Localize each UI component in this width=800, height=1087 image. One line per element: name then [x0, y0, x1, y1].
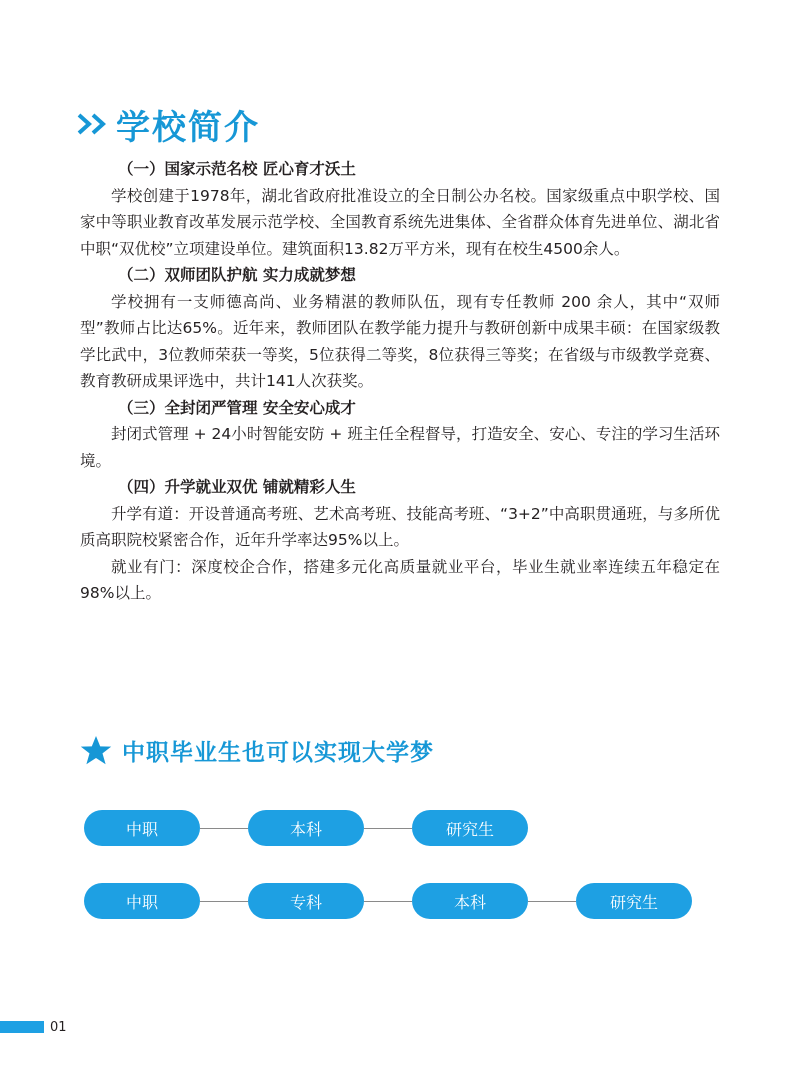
section-paragraph: 学校创建于1978年，湖北省政府批准设立的全日制公办名校。国家级重点中职学校、国家中等职业教育改革发展示范学校、全国教育系统先进集体、全省群众体育先进单位、湖北省中职“双优校”立项建设单位。建筑面积13.82万平方米，现有在校生4500余人。: [80, 186, 720, 258]
page-header: [76, 100, 260, 148]
intro-content: [80, 156, 720, 607]
pathway-step: 本科: [248, 810, 364, 846]
section-heading: （一）国家示范名校 匠心育才沃土: [118, 160, 356, 178]
pathways-header: [80, 734, 434, 767]
section-paragraph: 升学有道：开设普通高考班、艺术高考班、技能高考班、“3+2”中高职贯通班，与多所优质高职院校紧密合作，近年升学率达95%以上。: [80, 504, 720, 549]
double-chevron-icon: [76, 111, 110, 137]
section-paragraph: 就业有门：深度校企合作，搭建多元化高质量就业平台，毕业生就业率连续五年稳定在98%以上。: [80, 557, 720, 602]
star-icon: [80, 735, 112, 767]
pathway-step: 研究生: [412, 810, 528, 846]
page-number: 01: [50, 1020, 67, 1035]
section-heading: （四）升学就业双优 铺就精彩人生: [118, 478, 356, 496]
connector-line: [364, 828, 412, 829]
pathway-row-2: [84, 883, 692, 919]
connector-line: [200, 828, 248, 829]
section-paragraph: 封闭式管理 + 24小时智能安防 + 班主任全程督导，打造安全、安心、专注的学习生活环境。: [80, 425, 720, 470]
footer-accent-bar: [0, 1021, 44, 1033]
connector-line: [200, 901, 248, 902]
section-heading: （二）双师团队护航 实力成就梦想: [118, 266, 356, 284]
pathway-step: 中职: [84, 810, 200, 846]
section-heading: （三）全封闭严管理 安全安心成才: [118, 398, 356, 417]
pathway-step: 中职: [84, 883, 200, 919]
pathways-title: 中职毕业生也可以实现大学梦: [122, 740, 434, 766]
connector-line: [528, 901, 576, 902]
pathway-row-1: [84, 810, 528, 846]
page-title: 学校简介: [116, 107, 260, 148]
pathway-step: 本科: [412, 883, 528, 919]
pathway-step: 专科: [248, 883, 364, 919]
pathway-step: 研究生: [576, 883, 692, 919]
connector-line: [364, 901, 412, 902]
section-paragraph: 学校拥有一支师德高尚、业务精湛的教师队伍，现有专任教师 200 余人，其中“双师型”教师占比达65%。近年来，教师团队在教学能力提升与教研创新中成果丰硕：在国家级教学比武中，3位教师荣获一等奖，5位获得二等奖，8位获得三等奖；在省级与市级教学竞赛、教育教研成果评选中，共计141人次获奖。: [80, 292, 720, 390]
